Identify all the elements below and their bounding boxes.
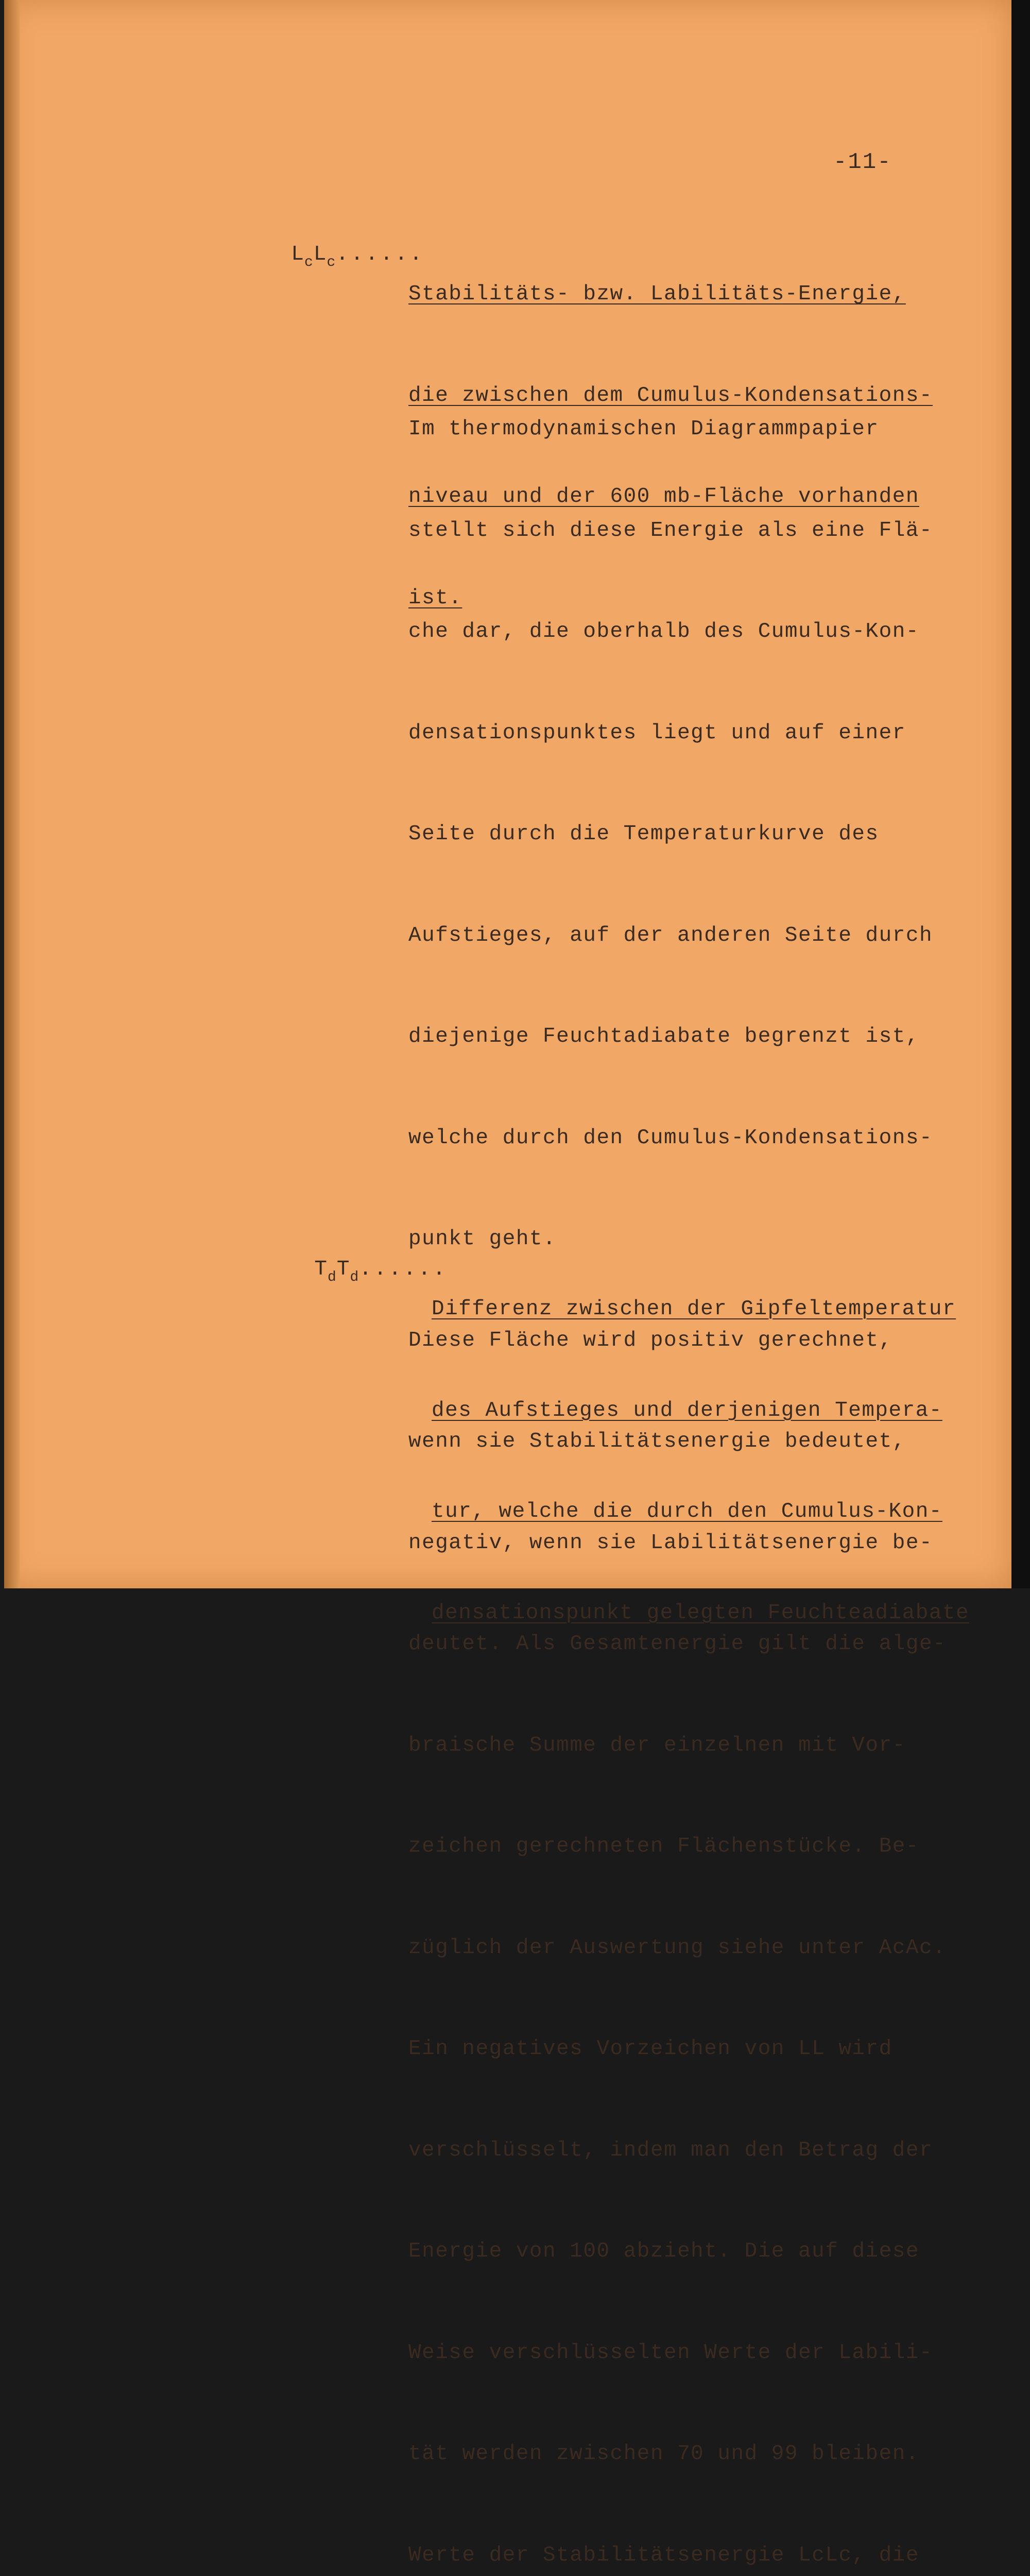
body-line: Aufstieges, auf der anderen Seite durch <box>408 923 933 947</box>
body-line: Seite durch die Temperaturkurve des <box>408 822 879 846</box>
body-line: Weise verschlüsselten Werte der Labili- <box>408 2341 933 2365</box>
body-line: che dar, die oberhalb des Cumulus-Kon- <box>408 620 919 643</box>
entry-symbol-tdtd: $T_dT_d$...... <box>314 1258 448 1285</box>
page-number: -11- <box>833 149 892 175</box>
heading-line: des Aufstieges und derjenigen Tempera- <box>432 1398 942 1422</box>
scan-background <box>1011 0 1030 1588</box>
body-line: braische Summe der einzelnen mit Vor- <box>408 1733 906 1757</box>
body-line: Im thermodynamischen Diagrammpapier <box>408 417 879 441</box>
body-line: diejenige Feuchtadiabate begrenzt ist, <box>408 1025 919 1048</box>
body-line: tät werden zwischen 70 und 99 bleiben. <box>408 2442 919 2466</box>
body-line: Ein negatives Vorzeichen von LL wird <box>408 2037 892 2061</box>
heading-line: Differenz zwischen der Gipfeltemperatur <box>432 1297 956 1321</box>
body-line: Energie von 100 abzieht. Die auf diese <box>408 2240 919 2263</box>
entry-symbol-lclc: $L_cL_c$...... <box>291 243 424 270</box>
heading-line: densationspunkt gelegten Feuchteadiabate <box>432 1601 970 1625</box>
heading-line: ist. <box>408 586 462 610</box>
heading-line: die zwischen dem Cumulus-Kondensations- <box>408 383 933 408</box>
body-line: densationspunktes liegt und auf einer <box>408 721 906 745</box>
document-page <box>4 0 1011 2567</box>
body-line: Werte der Stabilitätsenergie LcLc, die <box>408 2543 919 2567</box>
heading-line: niveau und der 600 mb-Fläche vorhanden <box>408 485 919 509</box>
body-line: wenn sie Stabilitätsenergie bedeutet, <box>408 1430 906 1453</box>
body-line: Diese Fläche wird positiv gerechnet, <box>408 1328 892 1352</box>
entry-tdtd-heading <box>432 1225 969 1698</box>
body-line: negativ, wenn sie Labilitätsenergie be- <box>408 1531 933 1555</box>
body-line: züglich der Auswertung siehe unter AcAc. <box>408 1936 947 1960</box>
body-line: welche durch den Cumulus-Kondensations- <box>408 1126 933 1150</box>
body-line: verschlüsselt, indem man den Betrag der <box>408 2138 933 2162</box>
body-line: punkt geht. <box>408 1227 557 1251</box>
body-line: zeichen gerechneten Flächenstücke. Be- <box>408 1835 919 1858</box>
body-line: stellt sich diese Energie als eine Flä- <box>408 518 933 543</box>
heading-line: tur, welche die durch den Cumulus-Kon- <box>432 1500 942 1523</box>
body-line: deutet. Als Gesamtenergie gilt die alge- <box>408 1632 947 1656</box>
heading-line: Stabilitäts- bzw. Labilitäts-Energie, <box>408 282 906 306</box>
page-binding-edge <box>4 0 20 1588</box>
